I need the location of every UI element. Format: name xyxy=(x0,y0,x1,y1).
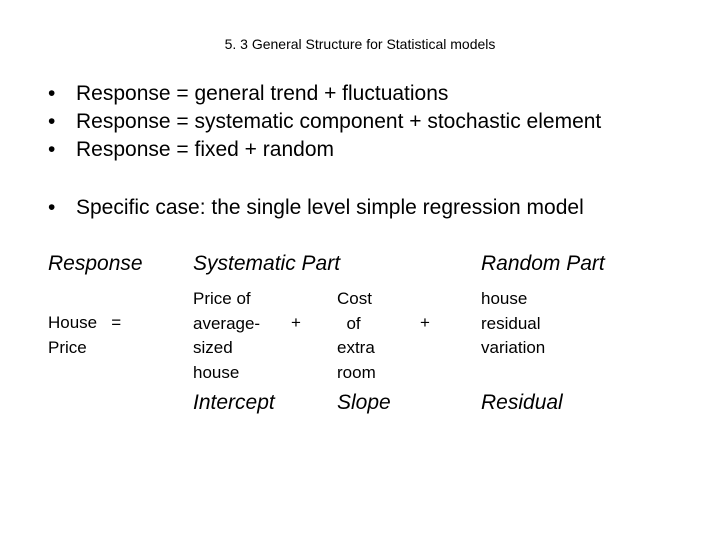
bullet-list xyxy=(48,80,601,164)
slide-title: 5. 3 General Structure for Statistical models xyxy=(224,36,496,52)
bullet-item xyxy=(48,136,601,164)
cell-intercept-description: Price of average- sized house xyxy=(193,289,261,382)
plus-sign: + xyxy=(291,313,301,332)
cell-slope-description: Cost of extra room xyxy=(337,289,376,382)
specific-case-text: Specific case: the single level simple regression model xyxy=(76,196,584,219)
cell-house-price: House = Price xyxy=(48,313,122,357)
label-residual: Residual xyxy=(481,391,563,414)
header-systematic-part: Systematic Part xyxy=(193,252,341,275)
label-intercept: Intercept xyxy=(193,391,275,414)
header-random-part: Random Part xyxy=(481,252,605,275)
bullet-text: Response = fixed + random xyxy=(76,138,334,161)
bullet-item xyxy=(48,108,601,136)
bullet-icon: • xyxy=(48,82,56,105)
specific-case-bullet xyxy=(48,194,584,222)
bullet-item xyxy=(48,80,601,108)
bullet-icon: • xyxy=(48,110,56,133)
plus-sign: + xyxy=(420,313,430,332)
label-slope: Slope xyxy=(337,391,391,414)
bullet-icon: • xyxy=(48,196,56,219)
bullet-text: Response = systematic component + stochastic element xyxy=(76,110,602,133)
cell-residual-description: house residual variation xyxy=(481,289,546,357)
bullet-icon: • xyxy=(48,138,56,161)
bullet-text: Response = general trend + fluctuations xyxy=(76,82,449,105)
header-response: Response xyxy=(48,252,143,275)
